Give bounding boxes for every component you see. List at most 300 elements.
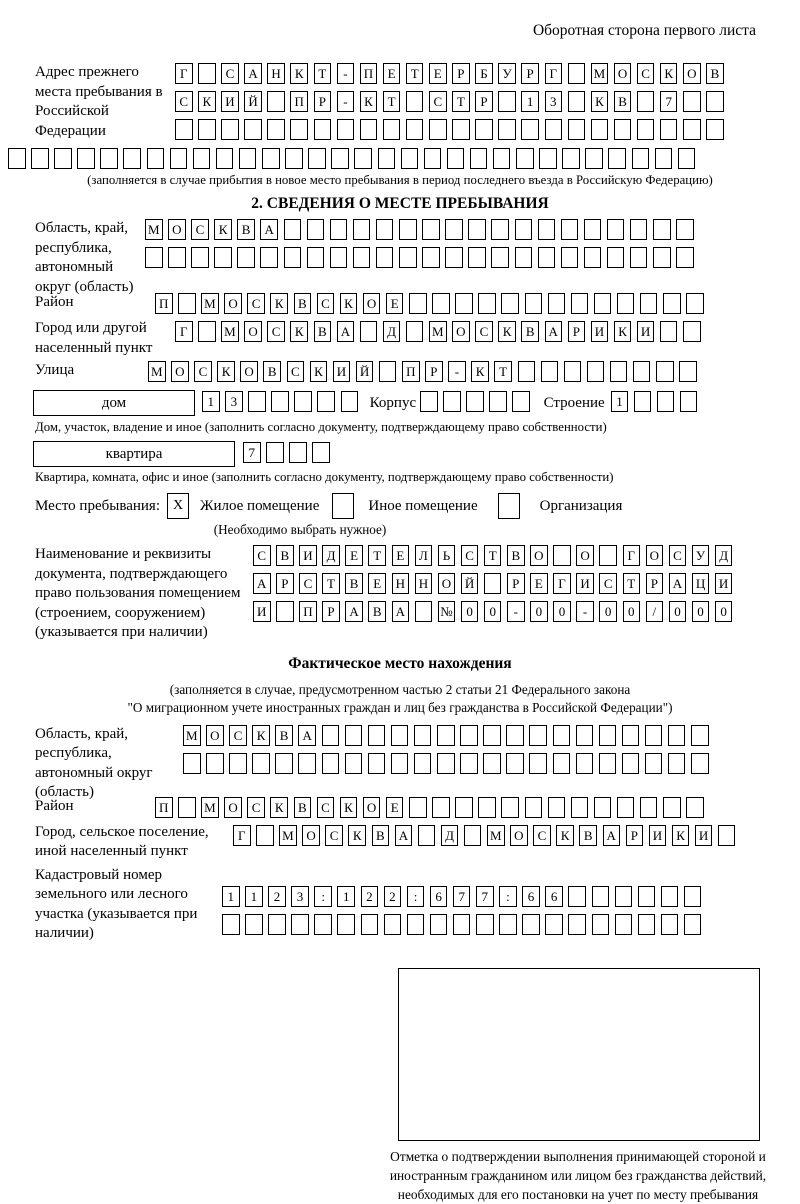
- char-cell[interactable]: [331, 148, 349, 169]
- char-cell[interactable]: [252, 753, 270, 774]
- char-cell[interactable]: [683, 91, 701, 112]
- char-cell[interactable]: К: [672, 825, 690, 846]
- char-cell[interactable]: [170, 148, 188, 169]
- char-cell[interactable]: [638, 914, 656, 935]
- char-cell[interactable]: [525, 797, 543, 818]
- char-cell[interactable]: [330, 247, 348, 268]
- char-cell[interactable]: 7: [453, 886, 471, 907]
- char-cell[interactable]: [54, 148, 72, 169]
- char-cell[interactable]: [284, 219, 302, 240]
- char-cell[interactable]: С: [317, 797, 335, 818]
- char-cell[interactable]: [645, 753, 663, 774]
- char-cell[interactable]: [307, 219, 325, 240]
- char-cell[interactable]: [123, 148, 141, 169]
- char-cell[interactable]: [571, 293, 589, 314]
- char-cell[interactable]: [610, 361, 628, 382]
- char-cell[interactable]: 0: [669, 601, 687, 622]
- char-cell[interactable]: В: [372, 825, 390, 846]
- char-cell[interactable]: [683, 321, 701, 342]
- char-cell[interactable]: [568, 91, 586, 112]
- char-cell[interactable]: [178, 293, 196, 314]
- char-cell[interactable]: О: [614, 63, 632, 84]
- char-cell[interactable]: С: [221, 63, 239, 84]
- char-cell[interactable]: [341, 391, 359, 412]
- char-cell[interactable]: Е: [386, 797, 404, 818]
- char-cell[interactable]: Н: [392, 573, 410, 594]
- char-cell[interactable]: И: [591, 321, 609, 342]
- char-cell[interactable]: [630, 219, 648, 240]
- char-cell[interactable]: [660, 119, 678, 140]
- char-cell[interactable]: К: [290, 63, 308, 84]
- char-cell[interactable]: [260, 247, 278, 268]
- char-cell[interactable]: [354, 148, 372, 169]
- char-cell[interactable]: О: [240, 361, 258, 382]
- char-cell[interactable]: Д: [383, 321, 401, 342]
- char-cell[interactable]: [541, 361, 559, 382]
- char-cell[interactable]: [8, 148, 26, 169]
- char-cell[interactable]: К: [660, 63, 678, 84]
- char-cell[interactable]: [399, 247, 417, 268]
- char-cell[interactable]: [443, 391, 461, 412]
- char-cell[interactable]: В: [521, 321, 539, 342]
- char-cell[interactable]: [229, 753, 247, 774]
- char-cell[interactable]: К: [198, 91, 216, 112]
- char-cell[interactable]: Д: [715, 545, 733, 566]
- char-cell[interactable]: [553, 545, 571, 566]
- char-cell[interactable]: [460, 725, 478, 746]
- char-cell[interactable]: С: [287, 361, 305, 382]
- char-cell[interactable]: [222, 914, 240, 935]
- char-cell[interactable]: [198, 63, 216, 84]
- char-cell[interactable]: Т: [314, 63, 332, 84]
- char-cell[interactable]: П: [155, 293, 173, 314]
- char-cell[interactable]: П: [360, 63, 378, 84]
- char-cell[interactable]: [706, 119, 724, 140]
- char-cell[interactable]: [607, 219, 625, 240]
- char-cell[interactable]: И: [221, 91, 239, 112]
- char-cell[interactable]: [645, 725, 663, 746]
- char-cell[interactable]: 3: [225, 391, 243, 412]
- char-cell[interactable]: [561, 247, 579, 268]
- char-cell[interactable]: [168, 247, 186, 268]
- char-cell[interactable]: А: [395, 825, 413, 846]
- char-cell[interactable]: [571, 797, 589, 818]
- char-cell[interactable]: [267, 119, 285, 140]
- char-cell[interactable]: [553, 753, 571, 774]
- char-cell[interactable]: Н: [267, 63, 285, 84]
- char-cell[interactable]: [656, 361, 674, 382]
- char-cell[interactable]: [368, 725, 386, 746]
- char-cell[interactable]: С: [247, 797, 265, 818]
- char-cell[interactable]: /: [646, 601, 664, 622]
- char-cell[interactable]: [684, 886, 702, 907]
- char-cell[interactable]: Р: [521, 63, 539, 84]
- char-cell[interactable]: О: [244, 321, 262, 342]
- char-cell[interactable]: П: [155, 797, 173, 818]
- char-cell[interactable]: В: [275, 725, 293, 746]
- char-cell[interactable]: О: [224, 797, 242, 818]
- char-cell[interactable]: [384, 914, 402, 935]
- char-cell[interactable]: [437, 753, 455, 774]
- char-cell[interactable]: [379, 361, 397, 382]
- char-cell[interactable]: С: [637, 63, 655, 84]
- char-cell[interactable]: [564, 361, 582, 382]
- char-cell[interactable]: Н: [415, 573, 433, 594]
- char-cell[interactable]: [432, 293, 450, 314]
- char-cell[interactable]: Т: [406, 63, 424, 84]
- char-cell[interactable]: [640, 797, 658, 818]
- char-cell[interactable]: К: [498, 321, 516, 342]
- char-cell[interactable]: М: [279, 825, 297, 846]
- char-cell[interactable]: [663, 797, 681, 818]
- char-cell[interactable]: №: [438, 601, 456, 622]
- char-cell[interactable]: Р: [507, 573, 525, 594]
- char-cell[interactable]: [345, 725, 363, 746]
- char-cell[interactable]: 1: [521, 91, 539, 112]
- char-cell[interactable]: [376, 219, 394, 240]
- char-cell[interactable]: 3: [545, 91, 563, 112]
- char-cell[interactable]: В: [507, 545, 525, 566]
- char-cell[interactable]: [483, 725, 501, 746]
- char-cell[interactable]: [483, 753, 501, 774]
- char-cell[interactable]: [545, 914, 563, 935]
- char-cell[interactable]: Г: [545, 63, 563, 84]
- char-cell[interactable]: Р: [452, 63, 470, 84]
- char-cell[interactable]: [445, 219, 463, 240]
- char-cell[interactable]: А: [669, 573, 687, 594]
- char-cell[interactable]: В: [314, 321, 332, 342]
- char-cell[interactable]: М: [183, 725, 201, 746]
- char-cell[interactable]: [684, 914, 702, 935]
- char-cell[interactable]: [576, 725, 594, 746]
- char-cell[interactable]: [506, 725, 524, 746]
- char-cell[interactable]: О: [510, 825, 528, 846]
- char-cell[interactable]: 6: [545, 886, 563, 907]
- char-cell[interactable]: [691, 753, 709, 774]
- char-cell[interactable]: [622, 753, 640, 774]
- char-cell[interactable]: [491, 247, 509, 268]
- char-cell[interactable]: Е: [429, 63, 447, 84]
- char-cell[interactable]: [630, 247, 648, 268]
- char-cell[interactable]: Р: [568, 321, 586, 342]
- char-cell[interactable]: [470, 148, 488, 169]
- char-cell[interactable]: А: [253, 573, 271, 594]
- char-cell[interactable]: [289, 442, 307, 463]
- char-cell[interactable]: [276, 601, 294, 622]
- char-cell[interactable]: К: [348, 825, 366, 846]
- char-cell[interactable]: М: [201, 293, 219, 314]
- char-cell[interactable]: [406, 321, 424, 342]
- char-cell[interactable]: О: [452, 321, 470, 342]
- char-cell[interactable]: [452, 119, 470, 140]
- char-cell[interactable]: :: [499, 886, 517, 907]
- char-cell[interactable]: К: [556, 825, 574, 846]
- checkbox-inoe[interactable]: [332, 493, 354, 519]
- char-cell[interactable]: Р: [475, 91, 493, 112]
- char-cell[interactable]: [206, 753, 224, 774]
- char-cell[interactable]: О: [576, 545, 594, 566]
- char-cell[interactable]: [248, 391, 266, 412]
- char-cell[interactable]: [515, 247, 533, 268]
- char-cell[interactable]: [420, 391, 438, 412]
- char-cell[interactable]: У: [692, 545, 710, 566]
- char-cell[interactable]: [525, 293, 543, 314]
- char-cell[interactable]: [568, 886, 586, 907]
- char-cell[interactable]: [406, 119, 424, 140]
- char-cell[interactable]: [294, 391, 312, 412]
- char-cell[interactable]: А: [392, 601, 410, 622]
- char-cell[interactable]: С: [599, 573, 617, 594]
- char-cell[interactable]: [478, 293, 496, 314]
- char-cell[interactable]: [594, 797, 612, 818]
- char-cell[interactable]: [422, 219, 440, 240]
- char-cell[interactable]: Г: [175, 63, 193, 84]
- char-cell[interactable]: [476, 914, 494, 935]
- char-cell[interactable]: -: [337, 91, 355, 112]
- char-cell[interactable]: [262, 148, 280, 169]
- char-cell[interactable]: А: [603, 825, 621, 846]
- char-cell[interactable]: А: [345, 601, 363, 622]
- char-cell[interactable]: [518, 361, 536, 382]
- char-cell[interactable]: [576, 753, 594, 774]
- char-cell[interactable]: [592, 886, 610, 907]
- char-cell[interactable]: [291, 914, 309, 935]
- char-cell[interactable]: К: [214, 219, 232, 240]
- char-cell[interactable]: [378, 148, 396, 169]
- char-cell[interactable]: У: [498, 63, 516, 84]
- char-cell[interactable]: К: [290, 321, 308, 342]
- char-cell[interactable]: [521, 119, 539, 140]
- char-cell[interactable]: [661, 914, 679, 935]
- char-cell[interactable]: [198, 119, 216, 140]
- char-cell[interactable]: [361, 914, 379, 935]
- char-cell[interactable]: [100, 148, 118, 169]
- char-cell[interactable]: [399, 219, 417, 240]
- char-cell[interactable]: Т: [322, 573, 340, 594]
- char-cell[interactable]: [634, 391, 652, 412]
- char-cell[interactable]: Е: [383, 63, 401, 84]
- char-cell[interactable]: -: [507, 601, 525, 622]
- char-cell[interactable]: [608, 148, 626, 169]
- char-cell[interactable]: [683, 119, 701, 140]
- char-cell[interactable]: [391, 725, 409, 746]
- char-cell[interactable]: 1: [611, 391, 629, 412]
- char-cell[interactable]: В: [276, 545, 294, 566]
- char-cell[interactable]: 1: [222, 886, 240, 907]
- char-cell[interactable]: [422, 247, 440, 268]
- char-cell[interactable]: М: [221, 321, 239, 342]
- char-cell[interactable]: [447, 148, 465, 169]
- char-cell[interactable]: С: [461, 545, 479, 566]
- char-cell[interactable]: [599, 753, 617, 774]
- char-cell[interactable]: 7: [660, 91, 678, 112]
- char-cell[interactable]: К: [591, 91, 609, 112]
- char-cell[interactable]: [632, 148, 650, 169]
- char-cell[interactable]: [407, 914, 425, 935]
- char-cell[interactable]: [214, 247, 232, 268]
- char-cell[interactable]: В: [579, 825, 597, 846]
- char-cell[interactable]: О: [206, 725, 224, 746]
- char-cell[interactable]: 2: [384, 886, 402, 907]
- char-cell[interactable]: В: [706, 63, 724, 84]
- char-cell[interactable]: А: [260, 219, 278, 240]
- char-cell[interactable]: [415, 601, 433, 622]
- char-cell[interactable]: [317, 391, 335, 412]
- char-cell[interactable]: [455, 797, 473, 818]
- char-cell[interactable]: С: [325, 825, 343, 846]
- char-cell[interactable]: [637, 119, 655, 140]
- checkbox-zhiloe[interactable]: X: [167, 493, 189, 519]
- char-cell[interactable]: В: [237, 219, 255, 240]
- char-cell[interactable]: 0: [484, 601, 502, 622]
- char-cell[interactable]: О: [302, 825, 320, 846]
- char-cell[interactable]: [322, 725, 340, 746]
- char-cell[interactable]: [653, 247, 671, 268]
- char-cell[interactable]: [622, 725, 640, 746]
- char-cell[interactable]: 1: [337, 886, 355, 907]
- char-cell[interactable]: [322, 753, 340, 774]
- char-cell[interactable]: [360, 119, 378, 140]
- char-cell[interactable]: -: [337, 63, 355, 84]
- char-cell[interactable]: О: [168, 219, 186, 240]
- char-cell[interactable]: 7: [476, 886, 494, 907]
- char-cell[interactable]: К: [340, 293, 358, 314]
- char-cell[interactable]: Г: [233, 825, 251, 846]
- char-cell[interactable]: [460, 753, 478, 774]
- char-cell[interactable]: К: [360, 91, 378, 112]
- char-cell[interactable]: [31, 148, 49, 169]
- char-cell[interactable]: [655, 148, 673, 169]
- char-cell[interactable]: Ь: [438, 545, 456, 566]
- char-cell[interactable]: [587, 361, 605, 382]
- char-cell[interactable]: Т: [368, 545, 386, 566]
- char-cell[interactable]: [501, 797, 519, 818]
- char-cell[interactable]: С: [194, 361, 212, 382]
- char-cell[interactable]: [538, 247, 556, 268]
- char-cell[interactable]: [680, 391, 698, 412]
- char-cell[interactable]: 6: [522, 886, 540, 907]
- char-cell[interactable]: [409, 293, 427, 314]
- char-cell[interactable]: [429, 119, 447, 140]
- char-cell[interactable]: [529, 753, 547, 774]
- char-cell[interactable]: [663, 293, 681, 314]
- char-cell[interactable]: [637, 91, 655, 112]
- char-cell[interactable]: -: [576, 601, 594, 622]
- char-cell[interactable]: [468, 247, 486, 268]
- char-cell[interactable]: [453, 914, 471, 935]
- char-cell[interactable]: [244, 119, 262, 140]
- char-cell[interactable]: А: [337, 321, 355, 342]
- char-cell[interactable]: [512, 391, 530, 412]
- char-cell[interactable]: С: [669, 545, 687, 566]
- char-cell[interactable]: [653, 219, 671, 240]
- char-cell[interactable]: [268, 914, 286, 935]
- char-cell[interactable]: С: [175, 91, 193, 112]
- char-cell[interactable]: [640, 293, 658, 314]
- char-cell[interactable]: 3: [291, 886, 309, 907]
- char-cell[interactable]: С: [191, 219, 209, 240]
- char-cell[interactable]: 6: [430, 886, 448, 907]
- char-cell[interactable]: И: [715, 573, 733, 594]
- char-cell[interactable]: [678, 148, 696, 169]
- char-cell[interactable]: [191, 247, 209, 268]
- char-cell[interactable]: В: [614, 91, 632, 112]
- char-cell[interactable]: Д: [322, 545, 340, 566]
- char-cell[interactable]: [175, 119, 193, 140]
- char-cell[interactable]: [178, 797, 196, 818]
- char-cell[interactable]: [615, 914, 633, 935]
- char-cell[interactable]: [308, 148, 326, 169]
- char-cell[interactable]: Ц: [692, 573, 710, 594]
- char-cell[interactable]: В: [368, 601, 386, 622]
- char-cell[interactable]: Р: [322, 601, 340, 622]
- char-cell[interactable]: [615, 886, 633, 907]
- char-cell[interactable]: С: [533, 825, 551, 846]
- char-cell[interactable]: [353, 219, 371, 240]
- char-cell[interactable]: [660, 321, 678, 342]
- char-cell[interactable]: Г: [623, 545, 641, 566]
- char-cell[interactable]: Й: [461, 573, 479, 594]
- char-cell[interactable]: [506, 753, 524, 774]
- char-cell[interactable]: 0: [599, 601, 617, 622]
- char-cell[interactable]: Т: [452, 91, 470, 112]
- char-cell[interactable]: К: [310, 361, 328, 382]
- char-cell[interactable]: [391, 753, 409, 774]
- char-cell[interactable]: [437, 725, 455, 746]
- char-cell[interactable]: [599, 725, 617, 746]
- char-cell[interactable]: К: [217, 361, 235, 382]
- char-cell[interactable]: [515, 219, 533, 240]
- char-cell[interactable]: К: [270, 293, 288, 314]
- char-cell[interactable]: [617, 293, 635, 314]
- char-cell[interactable]: [290, 119, 308, 140]
- char-cell[interactable]: М: [487, 825, 505, 846]
- char-cell[interactable]: Е: [345, 545, 363, 566]
- char-cell[interactable]: И: [637, 321, 655, 342]
- char-cell[interactable]: [718, 825, 736, 846]
- char-cell[interactable]: Е: [386, 293, 404, 314]
- char-cell[interactable]: И: [649, 825, 667, 846]
- char-cell[interactable]: 0: [623, 601, 641, 622]
- char-cell[interactable]: 0: [692, 601, 710, 622]
- char-cell[interactable]: [686, 293, 704, 314]
- char-cell[interactable]: О: [683, 63, 701, 84]
- char-cell[interactable]: И: [253, 601, 271, 622]
- char-cell[interactable]: М: [148, 361, 166, 382]
- char-cell[interactable]: [592, 914, 610, 935]
- char-cell[interactable]: О: [224, 293, 242, 314]
- char-cell[interactable]: [607, 247, 625, 268]
- char-cell[interactable]: О: [646, 545, 664, 566]
- char-cell[interactable]: [475, 119, 493, 140]
- char-cell[interactable]: [464, 825, 482, 846]
- char-cell[interactable]: [298, 753, 316, 774]
- char-cell[interactable]: [237, 247, 255, 268]
- char-cell[interactable]: С: [247, 293, 265, 314]
- char-cell[interactable]: [376, 247, 394, 268]
- char-cell[interactable]: [529, 725, 547, 746]
- char-cell[interactable]: 2: [361, 886, 379, 907]
- char-cell[interactable]: [676, 247, 694, 268]
- char-cell[interactable]: Р: [314, 91, 332, 112]
- char-cell[interactable]: [614, 119, 632, 140]
- char-cell[interactable]: О: [363, 293, 381, 314]
- char-cell[interactable]: [307, 247, 325, 268]
- char-cell[interactable]: Р: [626, 825, 644, 846]
- char-cell[interactable]: М: [145, 219, 163, 240]
- char-cell[interactable]: [633, 361, 651, 382]
- char-cell[interactable]: Б: [475, 63, 493, 84]
